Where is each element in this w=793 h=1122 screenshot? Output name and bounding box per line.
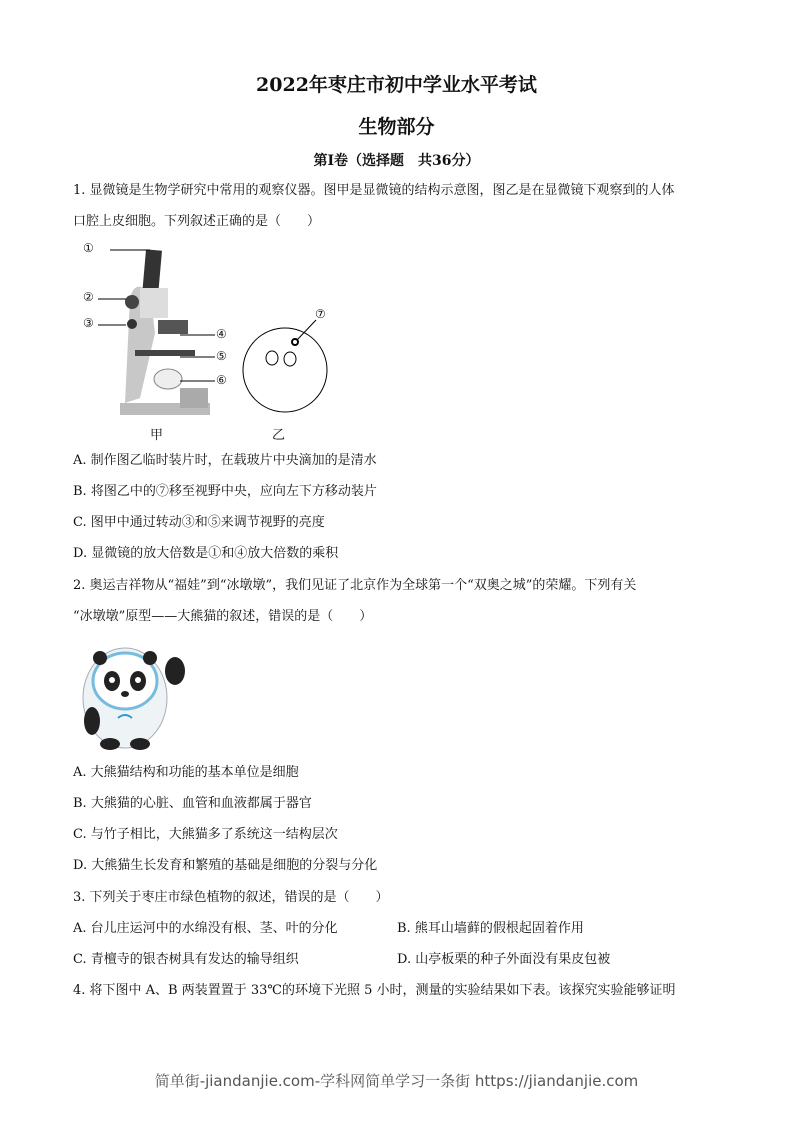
- question-3-line-1: 3. 下列关于枣庄市绿色植物的叙述，错误的是（ ）: [73, 890, 389, 905]
- marker-5: ⑤: [216, 349, 227, 363]
- marker-1: ①: [83, 241, 94, 255]
- caption-yi: 乙: [272, 428, 286, 443]
- q1-option-c: C. 图甲中通过转动③和⑤来调节视野的亮度: [73, 515, 325, 530]
- q2-option-a: A. 大熊猫结构和功能的基本单位是细胞: [73, 765, 299, 780]
- marker-2: ②: [83, 290, 94, 304]
- q1-option-d: D. 显微镜的放大倍数是①和④放大倍数的乘积: [73, 546, 339, 561]
- question-1-line-1: 1. 显微镜是生物学研究中常用的观察仪器。图甲是显微镜的结构示意图，图乙是在显微镜下观察到的人体: [73, 183, 675, 198]
- question-2-line-2: “冰墩墩”原型——大熊猫的叙述，错误的是（ ）: [73, 609, 373, 624]
- marker-6: ⑥: [216, 373, 227, 387]
- subject-title: 生物部分: [358, 116, 435, 138]
- exam-title: 2022年枣庄市初中学业水平考试: [256, 74, 537, 96]
- q2-option-d: D. 大熊猫生长发育和繁殖的基础是细胞的分裂与分化: [73, 858, 378, 873]
- section-heading: 第Ⅰ卷（选择题 共36分）: [313, 153, 480, 169]
- q3-option-b: B. 熊耳山墙藓的假根起固着作用: [397, 921, 584, 936]
- question-1-line-2: 口腔上皮细胞。下列叙述正确的是（ ）: [73, 214, 321, 229]
- q3-option-a: A. 台儿庄运河中的水绵没有根、茎、叶的分化: [73, 921, 338, 936]
- footer-watermark: 简单街-jiandanjie.com-学科网简单学习一条街 https://jiandanjie.com: [154, 1072, 639, 1090]
- caption-jia: 甲: [150, 428, 164, 443]
- question-4-line-1: 4. 将下图中 A、B 两装置置于 33℃的环境下光照 5 小时，测量的实验结果如下表。该探究实验能够证明: [73, 983, 676, 998]
- bing-dwen-dwen-image: [70, 636, 192, 751]
- q3-option-d: D. 山亭板栗的种子外面没有果皮包被: [397, 952, 611, 967]
- marker-3: ③: [83, 316, 94, 330]
- q1-option-b: B. 将图乙中的⑦移至视野中央，应向左下方移动装片: [73, 484, 377, 499]
- question-2-line-1: 2. 奥运吉祥物从“福娃”到“冰墩墩”，我们见证了北京作为全球第一个“双奥之城”的荣耀。下列有关: [73, 578, 637, 593]
- q3-option-c: C. 青檀寺的银杏树具有发达的输导组织: [73, 952, 299, 967]
- q1-option-a: A. 制作图乙临时装片时，在载玻片中央滴加的是清水: [73, 453, 377, 468]
- microscope-diagram: [80, 238, 340, 443]
- q2-option-c: C. 与竹子相比，大熊猫多了系统这一结构层次: [73, 827, 338, 842]
- marker-7: ⑦: [315, 307, 326, 321]
- marker-4: ④: [216, 327, 227, 341]
- q2-option-b: B. 大熊猫的心脏、血管和血液都属于器官: [73, 796, 312, 811]
- microscope-figure: [80, 238, 340, 443]
